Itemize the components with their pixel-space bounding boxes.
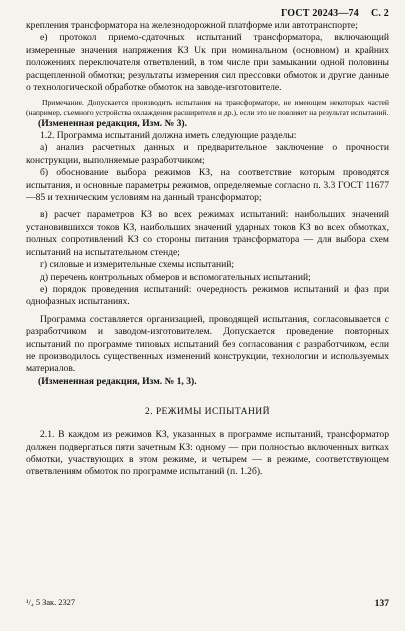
- item-b: б) обоснование выбора режимов КЗ, на соответствие которым проводятся испытания, и основные параметры режимов, определяемые согласно п. 3.3 ГОСТ 11677—85 и техническим условиям на данный трансформатор;: [26, 167, 389, 204]
- page-header: [26, 8, 389, 19]
- edition-note-1: (Измененная редакция, Изм. № 3).: [38, 117, 188, 129]
- item-a: а) анализ расчетных данных и предварительное заключение о прочности конструкции, выполняемые разработчиком;: [26, 142, 389, 166]
- section-title: 2. РЕЖИМЫ ИСПЫТАНИЙ: [145, 406, 270, 418]
- item-v: в) расчет параметров КЗ во всех режимах испытаний: наибольших значений установившихся токов КЗ, наибольших значений ударных токов КЗ во всех обмотках, полных сопротивлений КЗ со стороны питания трансформатора — для выбора схем испытаний на испытательном стенде;: [26, 209, 389, 258]
- paragraph-protocol: е) протокол приемо-сдаточных испытаний трансформатора, включающий измеренные значения напряжения КЗ Uк при номинальном (основном) и крайних положениях переключателя ответвлений, в том числе при замыкании одной половины расщепленной обмотки; результаты измерения сил прессовки обмоток и другие данные о технологической обработке обмоток на заводе-изготовителе.: [26, 32, 389, 94]
- item-d: д) перечень контрольных обмеров и вспомогательных испытаний;: [40, 271, 311, 283]
- paragraph-1-2: 1.2. Программа испытаний должна иметь следующие разделы:: [40, 130, 297, 142]
- edition-note-2: (Измененная редакция, Изм. № 1, 3).: [38, 375, 197, 387]
- standard-number: ГОСТ 20243—74: [280, 8, 359, 19]
- header-page-label: С. 2: [370, 8, 389, 19]
- paragraph-2-1: 2.1. В каждом из режимов КЗ, указанных в программе испытаний, трансформатор должен подвергаться пяти зачетным КЗ: одному — при полностью включенных витках обмотки, участвующих в этом режиме, и четырем — в режиме, соответствующем ответвлениям обмоток по программе испытаний (п. 1.2б).: [26, 429, 389, 478]
- page-footer: [26, 598, 389, 609]
- order-number: ¹/₄ 5 Зак. 2327: [26, 598, 76, 607]
- paragraph-1: крепления трансформатора на железнодорожной платформе или автотранспорте;: [26, 20, 358, 31]
- item-e: е) порядок проведения испытаний: очередность режимов испытаний и фаз при однофазных испытаниях.: [26, 283, 389, 308]
- note: Примечание. Допускается производить испытания на трансформаторе, не имеющем некоторых частей (например, съемного устройства охлаждения расширителя и др.), если это не повлияет на результат испытаний.: [26, 98, 389, 118]
- item-g: г) силовые и измерительные схемы испытаний;: [40, 259, 235, 271]
- paragraph-program: Программа составляется организацией, проводящей испытания, согласовывается с разработчиком и заводом-изготовителем. Допускается проведение повторных испытаний по программе типовых испытаний без согласования с разработчиком, если не производилось существенных изменений конструкции, технологии и используемых материалов.: [26, 313, 389, 375]
- page-number: 137: [374, 598, 389, 609]
